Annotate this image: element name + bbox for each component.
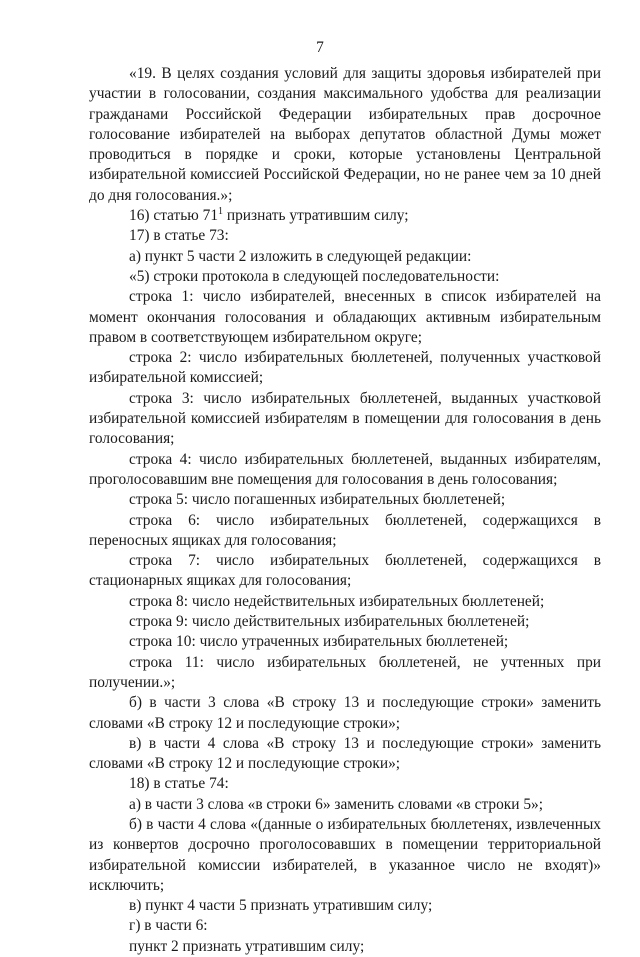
protocol-line-9: строка 9: число действительных избирательных бюллетеней; bbox=[129, 613, 530, 631]
protocol-line-8: строка 8: число недействительных избирательных бюллетеней; bbox=[129, 592, 545, 610]
document-body bbox=[89, 64, 601, 957]
item-16-superscript: 1 bbox=[218, 206, 224, 218]
protocol-line-11: строка 11: число избирательных бюллетеней, не учтенных при получении.»; bbox=[89, 653, 601, 691]
protocol-line-7: строка 7: число избирательных бюллетеней, содержащихся в стационарных ящиках для голосования; bbox=[89, 552, 601, 590]
protocol-line-3: строка 3: число избирательных бюллетеней, выданных участковой избирательной комиссией избирателям в помещении для голосования в день голосования; bbox=[89, 389, 601, 448]
paragraph-17b: б) в части 3 слова «В строку 13 и последующие строки» заменить словами «В строку 12 и последующие строки»; bbox=[89, 694, 601, 732]
protocol-line-10: строка 10: число утраченных избирательных бюллетеней; bbox=[129, 633, 509, 651]
paragraph-18d-item-2: пункт 2 признать утратившим силу; bbox=[129, 937, 365, 955]
item-16-text-start: 16) статью 71 bbox=[129, 207, 219, 225]
item-16-text-end: признать утратившим силу; bbox=[223, 207, 409, 225]
paragraph-protocol-lines: «5) строки протокола в следующей последовательности: bbox=[129, 267, 500, 285]
paragraph-18a: а) в части 3 слова «в строки 6» заменить словами «в строки 5»; bbox=[129, 795, 544, 813]
protocol-line-2: строка 2: число избирательных бюллетеней, полученных участковой избирательной комиссией; bbox=[89, 349, 601, 387]
page-number: 7 bbox=[316, 39, 324, 56]
paragraph-17a: а) пункт 5 части 2 изложить в следующей редакции: bbox=[129, 247, 472, 265]
paragraph-item-18: 18) в статье 74: bbox=[129, 775, 229, 793]
protocol-line-4: строка 4: число избирательных бюллетеней, выданных избирателям, проголосовавшим вне помещения для голосования в день голосования; bbox=[89, 450, 601, 488]
paragraph-18b: б) в части 4 слова «(данные о избирательных бюллетенях, извлеченных из конвертов досрочно проголосовавших в помещении территориальной избирательной комиссии избирателей, в указанное число не входят)» исключить; bbox=[89, 815, 601, 894]
paragraph-item-19: «19. В целях создания условий для защиты здоровья избирателей при участии в голосовании, создания максимального удобства для реализации гражданами Российской Федерации избирательных прав досрочное голосование избирателей на выборах депутатов областной Думы может проводиться в порядке и сроки, которые установлены Центральной избирательной комиссией Российской Федерации, но не ранее чем за 10 дней до дня голосования.»; bbox=[89, 65, 601, 204]
paragraph-18d: г) в части 6: bbox=[129, 917, 208, 935]
paragraph-item-17: 17) в статье 73: bbox=[129, 227, 229, 245]
paragraph-item-16 bbox=[89, 206, 601, 226]
paragraph-17c: в) в части 4 слова «В строку 13 и последующие строки» заменить словами «В строку 12 и последующие строки»; bbox=[89, 734, 601, 773]
protocol-line-5: строка 5: число погашенных избирательных бюллетеней; bbox=[129, 491, 506, 509]
protocol-line-6: строка 6: число избирательных бюллетеней, содержащихся в переносных ящиках для голосования; bbox=[89, 511, 601, 549]
paragraph-18c: в) пункт 4 части 5 признать утратившим силу; bbox=[129, 897, 433, 915]
protocol-line-1: строка 1: число избирателей, внесенных в список избирателей на момент окончания голосования и обладающих активным избирательным правом в соответствующем избирательном округе; bbox=[89, 288, 601, 346]
